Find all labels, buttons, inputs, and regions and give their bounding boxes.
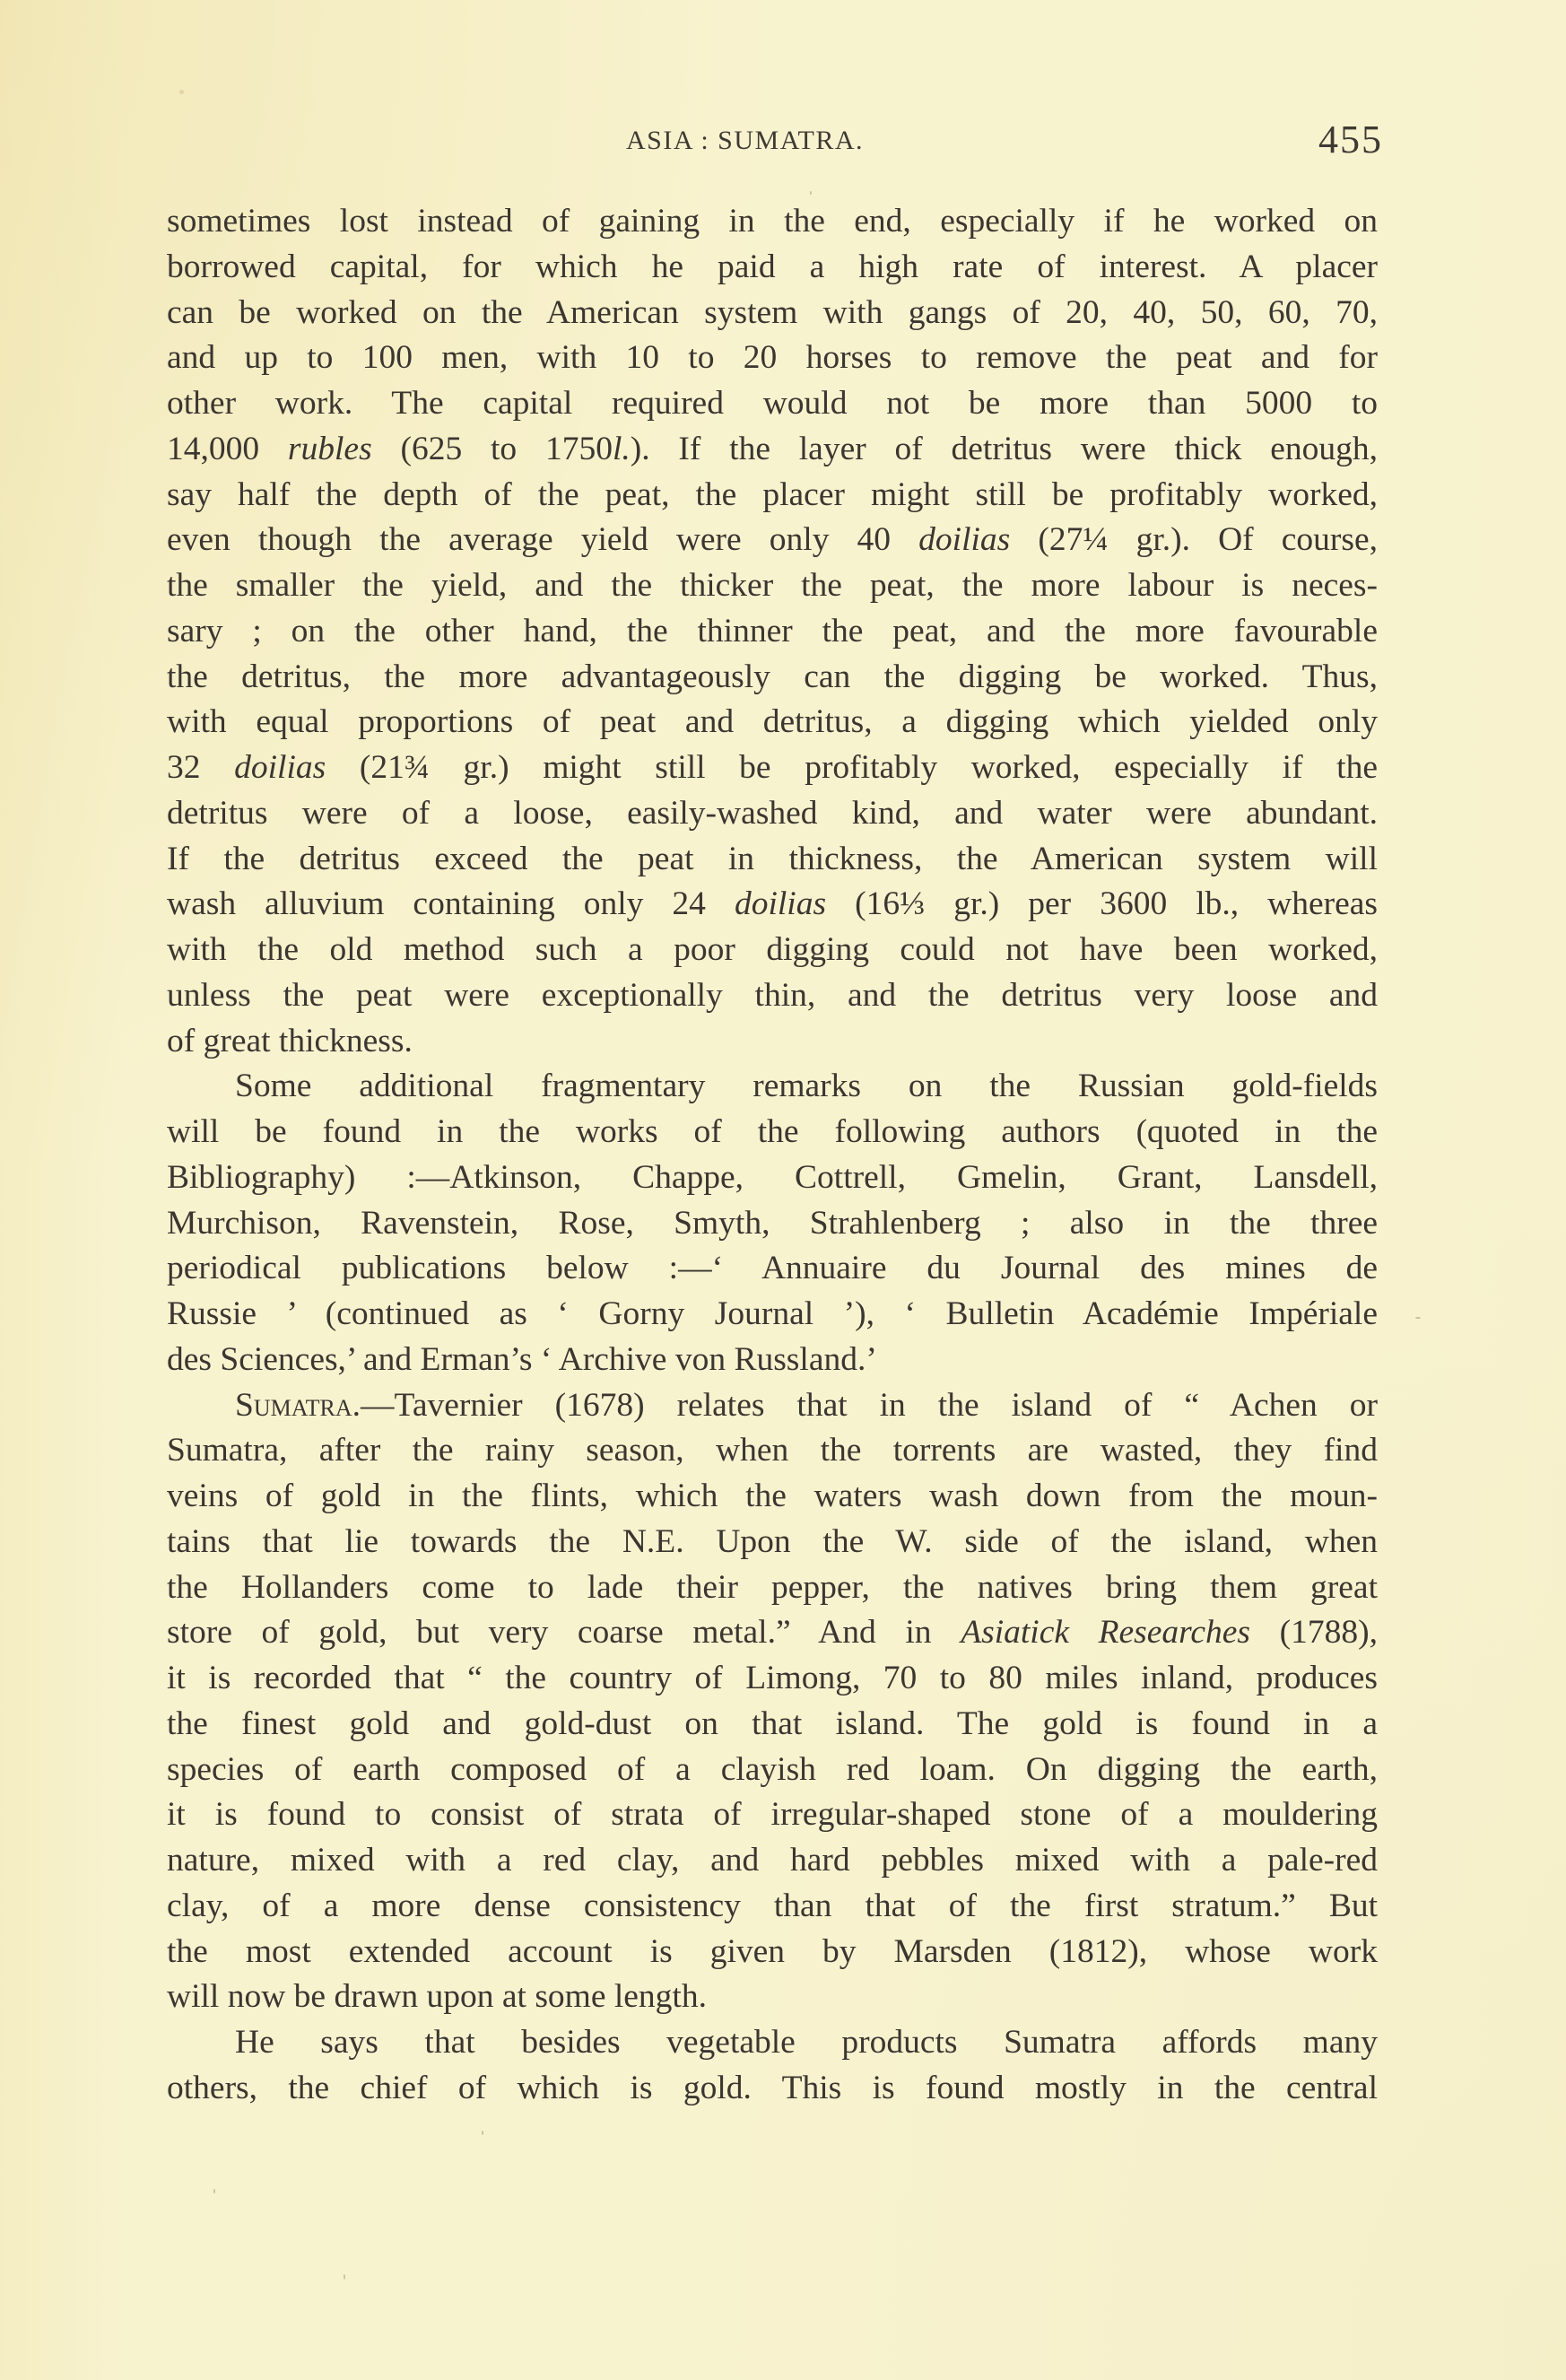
text-segment: even though the average yield were only 40 bbox=[167, 521, 919, 559]
text-line: Russie ’ (continued as ‘ Gorny Journal ’), ‘ Bulletin Académie Impériale bbox=[167, 1295, 1378, 1332]
text-line bbox=[167, 518, 1378, 563]
text-line: the smaller the yield, and the thicker the peat, the more labour is neces- bbox=[167, 567, 1378, 604]
text-line: with equal proportions of peat and detritus, a digging which yielded only bbox=[167, 703, 1378, 741]
text-line: will be found in the works of the following authors (quoted in the bbox=[167, 1113, 1378, 1150]
text-line: of great thickness. bbox=[167, 1022, 413, 1059]
text-line: with the old method such a poor digging could not have been worked, bbox=[167, 931, 1378, 968]
section-start-line bbox=[167, 1383, 1378, 1429]
text-line: sometimes lost instead of gaining in the end, especially if he worked on bbox=[167, 203, 1378, 240]
text-segment: (21¾ gr.) might still be profitably worked, especially if the bbox=[326, 749, 1378, 786]
paper-speck bbox=[179, 90, 184, 94]
paragraph-start-line: He says that besides vegetable products Sumatra affords many bbox=[235, 2024, 1378, 2061]
text-line: Bibliography) :—Atkinson, Chappe, Cottrell, Gmelin, Grant, Lansdell, bbox=[167, 1158, 1378, 1196]
text-segment: (27¼ gr.). Of course, bbox=[1010, 521, 1378, 559]
italic-term: doilias bbox=[918, 521, 1011, 559]
paper-speck bbox=[810, 191, 812, 195]
text-line: nature, mixed with a red clay, and hard pebbles mixed with a pale-red bbox=[167, 1842, 1378, 1879]
running-title: ASIA : SUMATRA. bbox=[626, 126, 865, 155]
paper-speck bbox=[482, 2131, 483, 2135]
text-line: say half the depth of the peat, the placer might still be profitably worked, bbox=[167, 475, 1378, 513]
text-line: detritus were of a loose, easily-washed kind, and water were abundant. bbox=[167, 794, 1378, 832]
text-line: will now be drawn upon at some length. bbox=[167, 1978, 707, 2016]
italic-title: Asiatick Researches bbox=[961, 1614, 1250, 1652]
paper-speck bbox=[344, 2274, 345, 2280]
text-line: periodical publications below :—‘ Annuaire du Journal des mines de bbox=[167, 1250, 1378, 1287]
paper-speck bbox=[213, 2189, 215, 2193]
text-segment: (16⅓ gr.) per 3600 lb., whereas bbox=[826, 885, 1378, 923]
text-segment: ). If the layer of detritus were thick enough, bbox=[630, 430, 1378, 467]
text-segment: (625 to 1750 bbox=[371, 430, 613, 467]
page-number: 455 bbox=[1318, 118, 1383, 161]
text-line: the finest gold and gold-dust on that island. The gold is found in a bbox=[167, 1704, 1378, 1742]
body-text bbox=[167, 199, 1378, 2112]
text-line: veins of gold in the flints, which the waters wash down from the moun- bbox=[167, 1478, 1378, 1514]
text-line: others, the chief of which is gold. This is found mostly in the central bbox=[167, 2069, 1378, 2106]
text-line: clay, of a more dense consistency than that of the first stratum.” But bbox=[167, 1887, 1378, 1924]
section-heading-sumatra: Sumatra. bbox=[235, 1386, 361, 1424]
text-line: borrowed capital, for which he paid a high rate of interest. A placer bbox=[167, 248, 1378, 285]
italic-term: doilias bbox=[234, 749, 326, 786]
running-head bbox=[0, 120, 1566, 165]
paper-speck bbox=[1415, 1317, 1421, 1319]
text-line bbox=[167, 1610, 1378, 1656]
text-line: the Hollanders come to lade their pepper, the natives bring them great bbox=[167, 1568, 1378, 1606]
text-line: Murchison, Ravenstein, Rose, Smyth, Strahlenberg ; also in the three bbox=[167, 1204, 1378, 1242]
text-line: sary ; on the other hand, the thinner the peat, and the more favourable bbox=[167, 612, 1378, 649]
italic-term: doilias bbox=[734, 885, 827, 923]
text-line: it is found to consist of strata of irregular-shaped stone of a mouldering bbox=[167, 1796, 1378, 1834]
text-line bbox=[167, 882, 1378, 928]
text-line bbox=[167, 427, 1378, 473]
italic-term: rubles bbox=[287, 430, 372, 467]
text-line: other work. The capital required would not be more than 5000 to bbox=[167, 385, 1378, 422]
text-line: tains that lie towards the N.E. Upon the W. side of the island, when bbox=[167, 1522, 1378, 1560]
text-line: the detritus, the more advantageously can the digging be worked. Thus, bbox=[167, 658, 1378, 695]
italic-term: l. bbox=[612, 430, 631, 467]
paragraph-start-line: Some additional fragmentary remarks on the Russian gold-fields bbox=[235, 1068, 1378, 1105]
text-line: the most extended account is given by Marsden (1812), whose work bbox=[167, 1932, 1378, 1970]
text-line: species of earth composed of a clayish red loam. On digging the earth, bbox=[167, 1750, 1378, 1788]
text-segment: (1788), bbox=[1250, 1614, 1378, 1652]
text-line: can be worked on the American system with gangs of 20, 40, 50, 60, 70, bbox=[167, 293, 1378, 331]
text-segment: 14,000 bbox=[167, 430, 288, 467]
text-segment: 32 bbox=[167, 749, 235, 786]
text-line: If the detritus exceed the peat in thickness, the American system will bbox=[167, 840, 1378, 877]
text-segment: —Tavernier (1678) relates that in the island of “ Achen or bbox=[361, 1386, 1378, 1424]
text-segment: wash alluvium containing only 24 bbox=[167, 885, 735, 923]
text-segment: store of gold, but very coarse metal.” And in bbox=[167, 1614, 961, 1652]
text-line bbox=[167, 745, 1378, 791]
text-line: des Sciences,’ and Erman’s ‘ Archive von Russland.’ bbox=[167, 1340, 877, 1378]
text-line: unless the peat were exceptionally thin, and the detritus very loose and bbox=[167, 976, 1378, 1014]
text-line: and up to 100 men, with 10 to 20 horses to remove the peat and for bbox=[167, 339, 1378, 377]
text-line: Sumatra, after the rainy season, when the torrents are wasted, they find bbox=[167, 1432, 1378, 1469]
text-line: it is recorded that “ the country of Limong, 70 to 80 miles inland, produces bbox=[167, 1660, 1378, 1696]
